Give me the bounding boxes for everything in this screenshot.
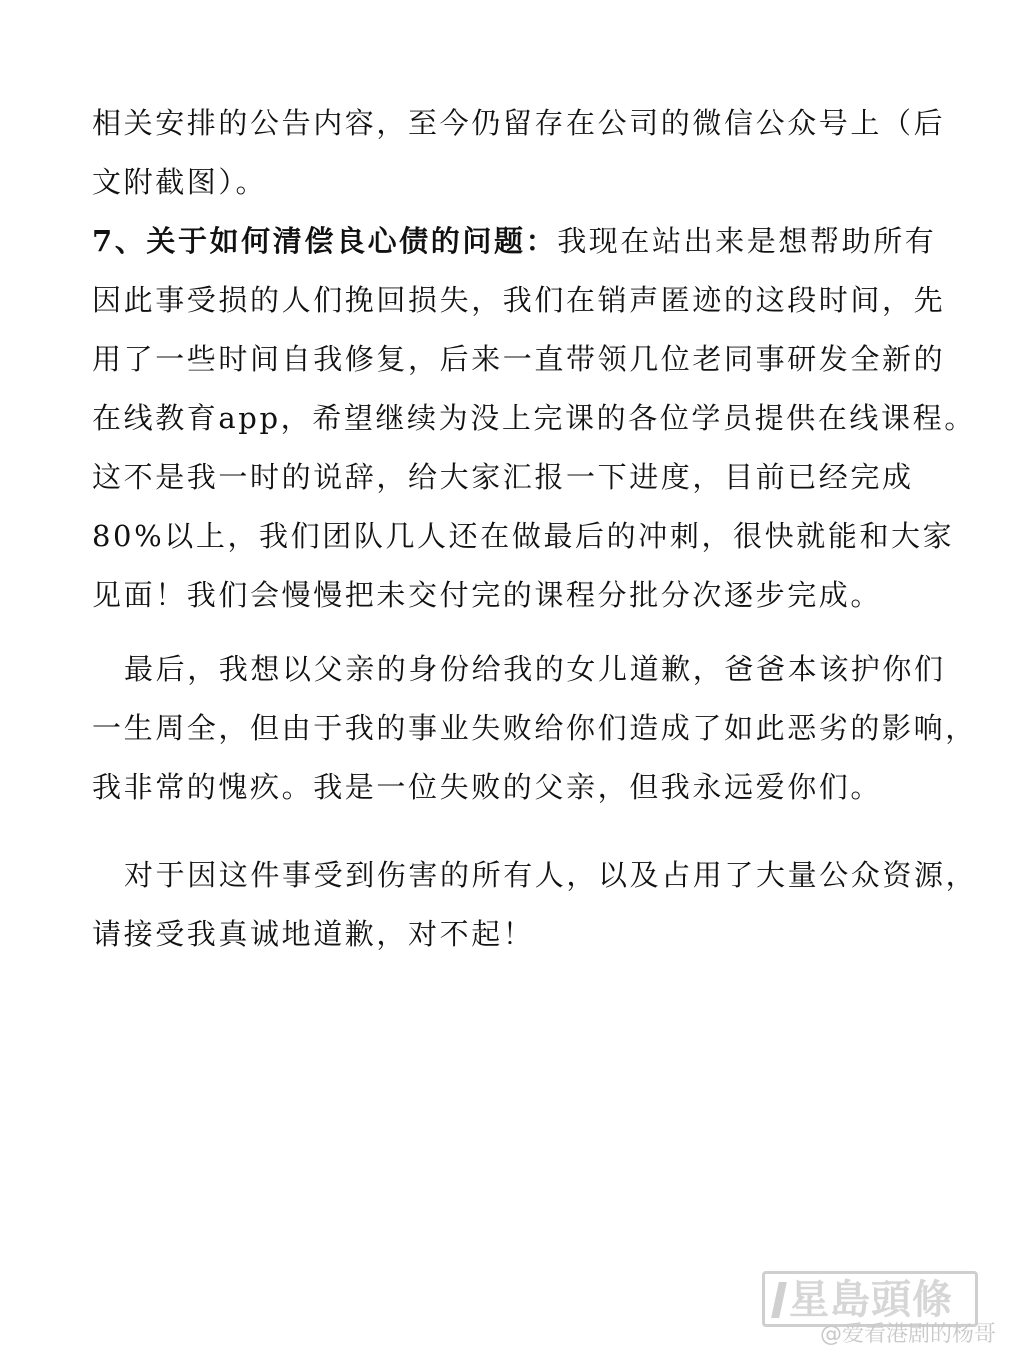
text-line: 请接受我真诚地道歉，对不起！ — [92, 917, 535, 951]
news-logo — [762, 1271, 978, 1327]
text-line: 相关安排的公告内容，至今仍留存在公司的微信公众号上（后 — [92, 106, 946, 140]
logo-text: 星島頭條 — [789, 1277, 953, 1323]
text-line: 在线教育app，希望继续为没上完课的各位学员提供在线课程。 — [92, 401, 976, 435]
text-line: 见面！我们会慢慢把未交付完的课程分批分次逐步完成。 — [92, 578, 883, 612]
paragraph-apology-public — [92, 846, 978, 964]
section-heading: 7、关于如何清偿良心债的问题： — [92, 224, 558, 258]
text-line: 80%以上，我们团队几人还在做最后的冲刺，很快就能和大家 — [92, 519, 955, 553]
weibo-handle: @爱看港剧的杨哥 — [819, 1322, 996, 1347]
watermark — [736, 1271, 996, 1347]
text-line: 我非常的愧疚。我是一位失败的父亲，但我永远爱你们。 — [92, 770, 883, 804]
paragraph-conscience-debt — [92, 212, 976, 625]
text-line: 这不是我一时的说辞，给大家汇报一下进度，目前已经完成 — [92, 460, 914, 494]
paragraph-announcement — [92, 94, 946, 212]
text-line-rest: 我现在站出来是想帮助所有 — [557, 224, 937, 258]
text-line: 因此事受损的人们挽回损失，我们在销声匿迹的这段时间，先 — [92, 283, 946, 317]
text-line: 对于因这件事受到伤害的所有人，以及占用了大量公众资源， — [124, 858, 978, 892]
logo-mark-icon — [771, 1282, 787, 1318]
text-line: 文附截图）。 — [92, 165, 268, 199]
text-line: 最后，我想以父亲的身份给我的女儿道歉，爸爸本该护你们 — [124, 652, 946, 686]
text-line — [92, 212, 937, 271]
paragraph-apology-daughter — [92, 640, 977, 817]
text-line: 用了一些时间自我修复，后来一直带领几位老同事研发全新的 — [92, 342, 946, 376]
text-line: 一生周全，但由于我的事业失败给你们造成了如此恶劣的影响， — [92, 711, 977, 745]
